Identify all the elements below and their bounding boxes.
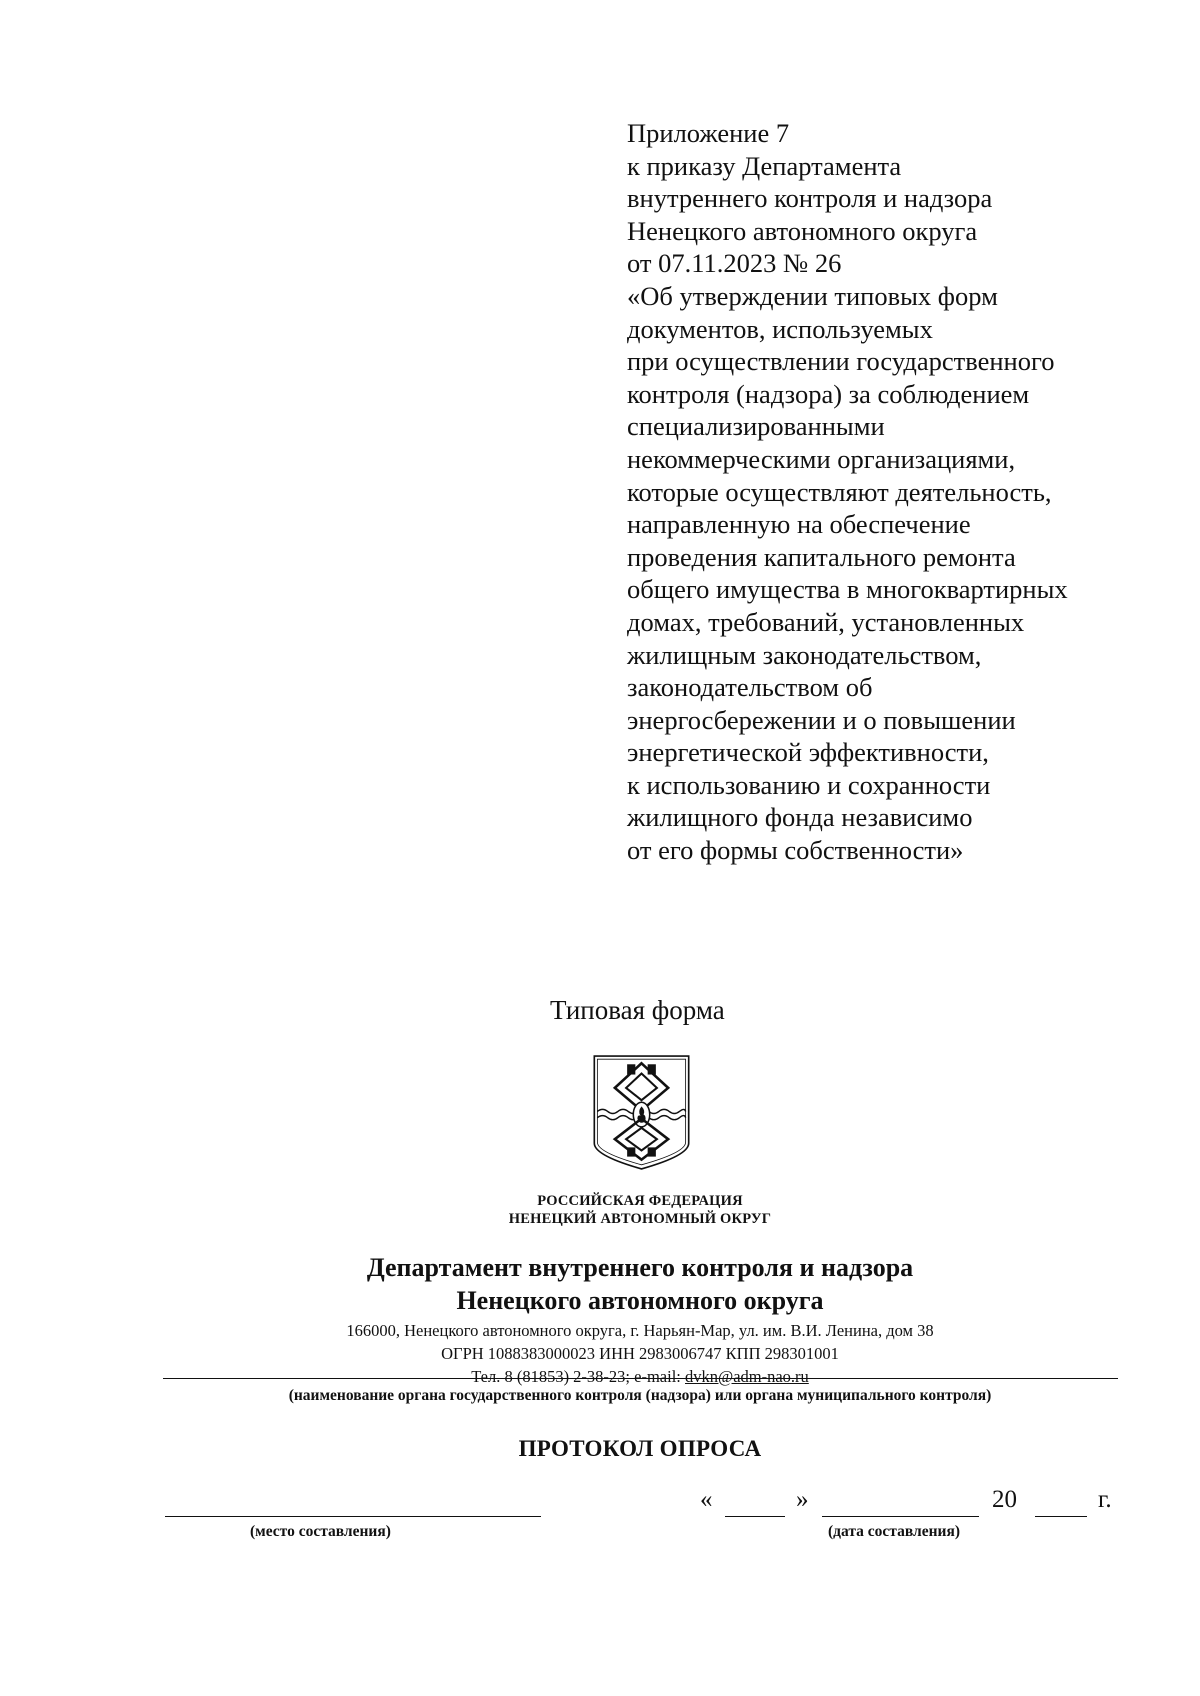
region-label: НЕНЕЦКИЙ АВТОНОМНЫЙ ОКРУГ [508,1211,772,1227]
appendix-line: контроля (надзора) за соблюдением [627,378,1030,409]
appendix-line: энергетической эффективности, [627,737,989,768]
date-century: 20 [992,1486,1017,1513]
date-year-suffix: г. [1098,1486,1112,1513]
appendix-line: от 07.11.2023 № 26 [627,248,842,279]
department-name-line2: Ненецкого автономного округа [456,1286,824,1315]
appendix-line: проведения капитального ремонта [627,541,1016,572]
appendix-line: внутреннего контроля и надзора [627,183,993,214]
appendix-line: домах, требований, установленных [627,606,1025,637]
authority-caption: (наименование органа государственного контроля (надзора) или органа муниципального контроля) [288,1387,992,1404]
appendix-line: к использованию и сохранности [627,769,991,800]
email-link[interactable]: dvkn@adm-nao.ru [685,1367,809,1386]
authority-divider [163,1378,1118,1379]
year-field-line[interactable] [1035,1516,1087,1517]
appendix-line: специализированными [627,411,885,442]
appendix-line: законодательством об [627,672,873,703]
appendix-line: направленную на обеспечение [627,509,971,540]
department-address: 166000, Ненецкого автономного округа, г. Нарьян-Мар, ул. им. В.И. Ленина, дом 38 [346,1321,934,1340]
appendix-line: общего имущества в многоквартирных [627,574,1068,605]
place-caption: (место составления) [250,1523,391,1540]
department-name-line1: Департамент внутреннего контроля и надзора [366,1253,914,1282]
federation-label: РОССИЙСКАЯ ФЕДЕРАЦИЯ [537,1193,743,1209]
appendix-line: Приложение 7 [627,118,790,148]
department-registry: ОГРН 1088383000023 ИНН 2983006747 КПП 298301001 [441,1344,839,1363]
department-contacts [0,1367,1200,1387]
document-title: ПРОТОКОЛ ОПРОСА [518,1436,762,1461]
phone-text: Тел. 8 (81853) 2-38-23; e-mail: [471,1367,685,1386]
day-field-line[interactable] [725,1516,785,1517]
date-open-quote: « [700,1486,713,1513]
appendix-line: при осуществлении государственного [627,346,1055,377]
date-caption: (дата составления) [828,1523,960,1540]
appendix-line: энергосбережении и о повышении [627,704,1016,735]
form-type-label: Типовая форма [550,995,725,1025]
appendix-line: некоммерческими организациями, [627,443,1016,474]
date-close-quote: » [796,1486,809,1513]
appendix-line: которые осуществляют деятельность, [627,476,1052,507]
place-field-line[interactable] [165,1516,541,1517]
appendix-block [627,117,1147,867]
month-field-line[interactable] [822,1516,979,1517]
appendix-line: жилищным законодательством, [627,639,982,670]
coat-of-arms-icon [590,1053,693,1172]
appendix-line: «Об утверждении типовых форм [627,280,998,311]
appendix-line: к приказу Департамента [627,150,902,181]
appendix-line: документов, используемых [627,313,933,344]
appendix-line: Ненецкого автономного округа [627,215,978,246]
appendix-line: жилищного фонда независимо [627,802,973,833]
appendix-line: от его формы собственности» [627,835,964,866]
